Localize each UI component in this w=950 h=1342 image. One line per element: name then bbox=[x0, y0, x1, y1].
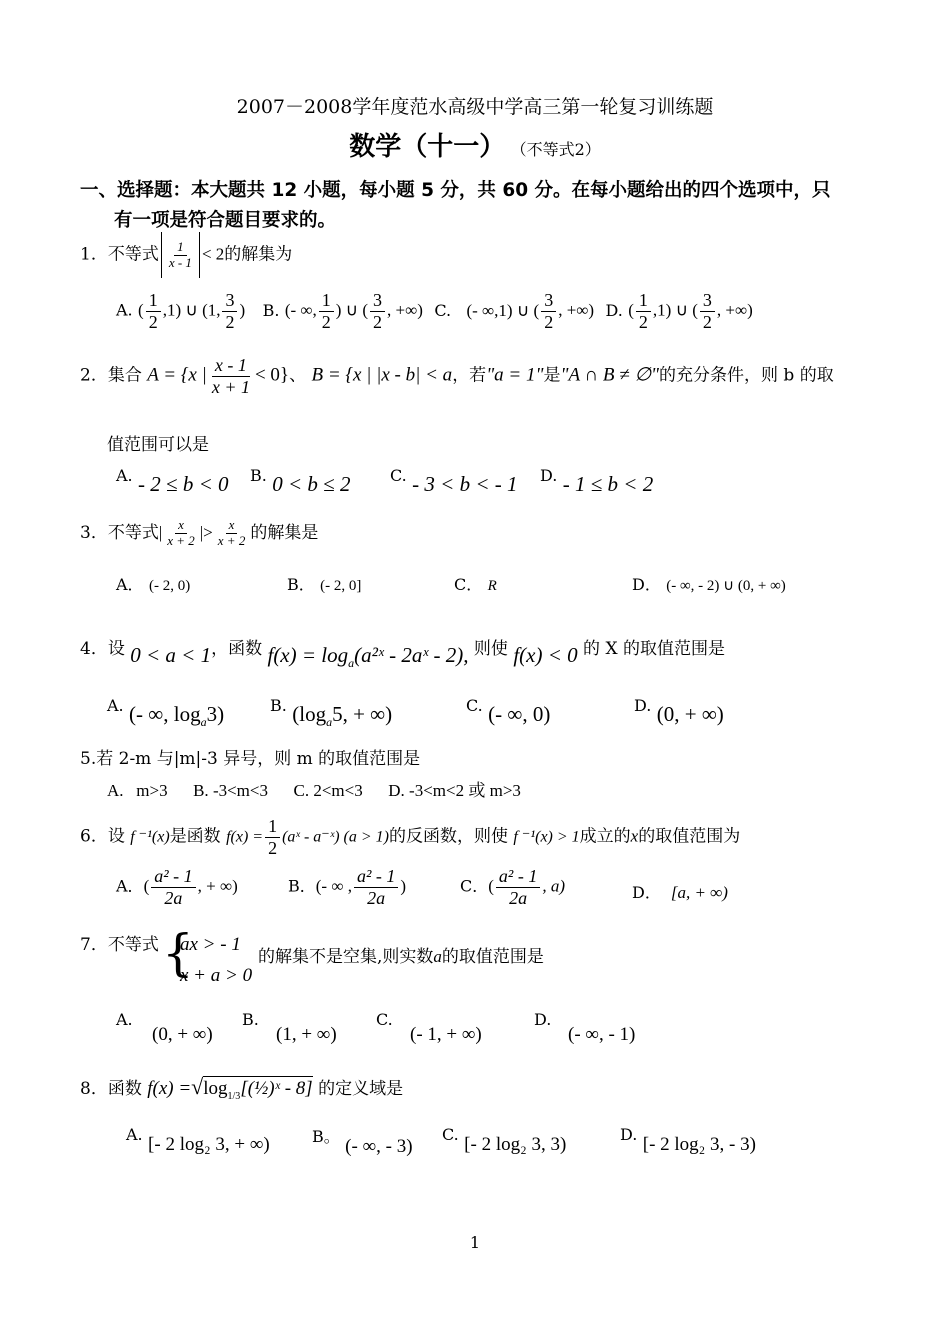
fraction: $\frac{x}{x + 2}$ bbox=[167, 517, 195, 548]
option-label: A. bbox=[116, 466, 133, 485]
option-value: 2<m<3 bbox=[313, 781, 363, 800]
document-subtitle bbox=[0, 126, 950, 163]
option-label: A. bbox=[107, 696, 124, 715]
option-label: D. bbox=[620, 1125, 638, 1144]
option-text: , +∞) bbox=[387, 300, 423, 320]
option-label: D. bbox=[534, 1010, 552, 1029]
question-5: 5.若 2-m 与|m|-3 异号，则 m 的取值范围是 bbox=[80, 749, 421, 769]
question-text: 则使 bbox=[473, 639, 508, 659]
fraction: $\frac{1}{2}$ bbox=[146, 290, 161, 332]
fraction: $\frac{\text{a² - 1}}{2a}$ bbox=[151, 866, 195, 908]
question-7 bbox=[80, 930, 159, 955]
q6-option-a bbox=[116, 866, 238, 908]
fraction: $\frac{x - 1}{x + 1}$ bbox=[211, 355, 250, 397]
option-text: , +∞) bbox=[558, 300, 595, 320]
q4-option-a bbox=[107, 692, 225, 730]
option-value: (- 1, + ∞) bbox=[410, 1024, 482, 1045]
option-label: D． bbox=[632, 575, 661, 594]
option-text: ) bbox=[400, 876, 407, 896]
option-label: B． bbox=[288, 876, 316, 896]
option-text: ( bbox=[628, 300, 634, 320]
option-value: (0, + ∞) bbox=[152, 1024, 213, 1045]
option-text: [a, + ∞) bbox=[670, 883, 728, 902]
condition-1: "a = 1" bbox=[486, 364, 544, 386]
subtitle-note: （不等式2） bbox=[510, 140, 601, 159]
option-label: C. bbox=[466, 696, 483, 715]
log-base: a bbox=[348, 656, 355, 671]
option-label: C． bbox=[460, 876, 489, 896]
abs-bar-right bbox=[199, 232, 200, 278]
system-brace: { bbox=[162, 924, 194, 982]
option-label: B. bbox=[262, 300, 280, 320]
option-label: B． bbox=[287, 575, 315, 594]
question-text: 不等式 bbox=[107, 935, 159, 955]
option-value-end: 5, + ∞) bbox=[332, 702, 393, 726]
fraction: $\frac{x}{x + 2}$ bbox=[217, 517, 246, 548]
fraction: $\frac{\text{a² - 1}}{2a}$ bbox=[496, 866, 540, 908]
option-value-end: 3) bbox=[206, 702, 225, 726]
q7-option-d bbox=[534, 1010, 635, 1052]
option-label: C. bbox=[434, 300, 452, 320]
question-8: 8．函数 $f(x) =√\log_{1/3}[(\frac{1}{2})ˣ - 8]$ 的定义域是 bbox=[80, 1074, 404, 1102]
question-text: ，若 bbox=[452, 365, 487, 386]
question-3: 3．不等式| $\frac{x}{x + 2}$ |> $\frac{x}{x + 2}$ 的解集是 bbox=[80, 517, 319, 548]
system-line-2: x + a > 0 bbox=[180, 965, 253, 986]
q4-option-b bbox=[270, 692, 393, 730]
option-value: [- 2 log₂ 3, + ∞) bbox=[148, 1134, 270, 1155]
fraction: $\frac{3}{2}$ bbox=[541, 290, 556, 332]
page-number: 1 bbox=[469, 1233, 481, 1252]
fraction: $\frac{3}{2}$ bbox=[370, 290, 385, 332]
option-text: ( bbox=[138, 300, 144, 320]
q2-option-b bbox=[250, 462, 351, 496]
radicand-rest: [(½)ˣ - 8] bbox=[240, 1078, 313, 1099]
inequality: < 2 bbox=[201, 244, 225, 264]
set-b: B = {x | |x - b| < a bbox=[311, 364, 453, 386]
log-base: a bbox=[200, 715, 207, 730]
q3-option-a bbox=[116, 572, 190, 595]
q2-option-a bbox=[116, 462, 229, 496]
option-label: D. bbox=[388, 781, 405, 800]
option-label: B. bbox=[250, 466, 267, 485]
option-label: A． bbox=[116, 575, 144, 594]
q6-option-d bbox=[632, 880, 728, 903]
option-text: ( bbox=[143, 876, 150, 896]
function-arg: (a²ˣ - 2aˣ - 2), bbox=[354, 643, 469, 667]
question-text: 设 bbox=[107, 639, 125, 659]
option-text: , + ∞) bbox=[197, 876, 238, 896]
question-number: 4． bbox=[80, 639, 108, 659]
option-value: (- ∞, log bbox=[129, 702, 201, 726]
inverse-function: f ⁻¹(x) bbox=[130, 828, 170, 846]
option-text: , +∞) bbox=[716, 300, 753, 320]
option-value: (- 2, 0) bbox=[148, 578, 191, 594]
q8-option-d bbox=[620, 1124, 756, 1155]
q3-option-c bbox=[454, 572, 497, 595]
inequality: |> bbox=[199, 523, 213, 542]
option-value: (- ∞, 0) bbox=[488, 702, 551, 726]
option-label: A. bbox=[126, 1125, 143, 1144]
option-text: ,1) ∪ ( bbox=[652, 300, 698, 320]
option-value: R bbox=[487, 578, 497, 594]
question-text: 是函数 bbox=[169, 826, 221, 847]
question-text: 不等式 bbox=[107, 523, 159, 543]
question-text: 的取值范围为 bbox=[638, 826, 741, 847]
separator: 、 bbox=[289, 365, 307, 386]
variable: x bbox=[630, 826, 639, 846]
option-value: (- 2, 0] bbox=[320, 578, 362, 594]
option-value: 0 < b ≤ 2 bbox=[272, 472, 351, 496]
question-5-options bbox=[107, 776, 521, 801]
question-2 bbox=[80, 355, 834, 397]
question-6 bbox=[80, 816, 740, 858]
question-text: 是 bbox=[543, 365, 561, 386]
abs-bar-left bbox=[161, 232, 162, 278]
question-number: 3． bbox=[80, 523, 108, 543]
q7-option-a bbox=[116, 1010, 213, 1052]
option-label: C. bbox=[442, 1125, 459, 1144]
section-line-1: 一、选择题：本大题共 12 小题，每小题 5 分，共 60 分。在每小题给出的四个选项中，只 bbox=[80, 180, 831, 201]
option-value: - 3 < b < - 1 bbox=[412, 472, 518, 496]
q7-option-c bbox=[376, 1010, 482, 1052]
question-text: 不等式 bbox=[107, 244, 159, 265]
subtitle-main: 数学（十一） bbox=[349, 132, 506, 162]
option-label: D. bbox=[540, 466, 558, 485]
set-a: A = {x | bbox=[147, 364, 207, 386]
option-label: B。 bbox=[312, 1127, 340, 1146]
question-text: ，函数 bbox=[211, 639, 263, 659]
fraction: $\frac{3}{2}$ bbox=[700, 290, 715, 332]
document-title: 2007－2008学年度范水高级中学高三第一轮复习训练题 bbox=[236, 96, 714, 118]
q8-option-b bbox=[312, 1124, 413, 1157]
fraction: $\frac{1}{2}$ bbox=[265, 816, 280, 858]
question-number: 6． bbox=[80, 826, 108, 847]
option-text: ( bbox=[488, 876, 494, 896]
question-7-text bbox=[258, 942, 544, 967]
q6-option-b bbox=[288, 866, 406, 908]
option-value: -3<m<3 bbox=[212, 781, 268, 800]
question-2-line-2: 值范围可以是 bbox=[107, 435, 209, 455]
option-value: [- 2 log₂ 3, - 3) bbox=[642, 1134, 756, 1155]
log-base: a bbox=[326, 715, 333, 730]
option-label: A. bbox=[116, 1010, 133, 1029]
option-value: (0, + ∞) bbox=[656, 702, 724, 726]
fraction: $\frac{1}{x - 1}$ bbox=[168, 238, 192, 270]
option-value: - 2 ≤ b < 0 bbox=[138, 472, 229, 496]
option-label: B. bbox=[270, 696, 287, 715]
option-value: (1, + ∞) bbox=[276, 1024, 337, 1045]
fraction: $\frac{1}{2}$ bbox=[319, 290, 334, 332]
option-label: C. bbox=[293, 781, 310, 800]
option-value: -3<m<2 或 m>3 bbox=[409, 781, 521, 800]
question-text: 的 X 的取值范围是 bbox=[583, 639, 725, 659]
fraction: $\frac{3}{2}$ bbox=[222, 290, 237, 332]
question-number: 1． bbox=[80, 244, 108, 265]
option-label: D. bbox=[634, 696, 652, 715]
option-label: D． bbox=[632, 883, 661, 902]
condition-2: "A ∩ B ≠ ∅" bbox=[560, 364, 659, 386]
q2-option-d bbox=[540, 462, 654, 496]
option-text: ) bbox=[239, 300, 246, 320]
fraction: $\frac{1}{2}$ bbox=[636, 290, 651, 332]
option-label: A. bbox=[107, 781, 124, 800]
option-text: (- ∞ , bbox=[315, 876, 352, 896]
q3-option-b bbox=[287, 572, 361, 595]
question-text: 设 bbox=[107, 826, 125, 847]
q8-option-c bbox=[442, 1124, 567, 1155]
option-value: [- 2 log₂ 3, 3) bbox=[464, 1134, 567, 1155]
log-base: 1/3 bbox=[227, 1090, 241, 1102]
option-text: (- ∞, bbox=[284, 300, 317, 320]
fraction: $\frac{\text{a² - 1}}{2a}$ bbox=[354, 866, 398, 908]
function: f(x) = bbox=[147, 1078, 192, 1099]
section-heading bbox=[80, 176, 831, 236]
q4-option-c bbox=[466, 692, 551, 726]
condition: f ⁻¹(x) > 1 bbox=[513, 828, 580, 846]
variable: a bbox=[433, 947, 442, 966]
option-label: C． bbox=[454, 575, 483, 594]
function: f(x) = bbox=[226, 828, 264, 846]
option-value: (- ∞, - 1) bbox=[568, 1024, 636, 1045]
option-value: (log bbox=[292, 702, 327, 726]
question-text: 的解集是 bbox=[250, 523, 319, 543]
question-text: 集合 bbox=[107, 365, 142, 386]
question-number: 8． bbox=[80, 1079, 108, 1099]
option-value: - 1 ≤ b < 2 bbox=[562, 472, 654, 496]
question-text: 的取值范围是 bbox=[441, 947, 544, 967]
function-rest: (aˣ - a⁻ˣ) (a > 1) bbox=[282, 828, 390, 846]
q7-option-b bbox=[242, 1010, 337, 1052]
set-a-end: < 0} bbox=[254, 364, 290, 386]
question-text: 的定义域是 bbox=[318, 1079, 404, 1099]
condition: 0 < a < 1 bbox=[130, 643, 212, 667]
radicand: $\log_{1/3}[(\frac{1}{2})ˣ - 8]$ bbox=[203, 1078, 313, 1102]
option-label: C. bbox=[376, 1010, 393, 1029]
question-4 bbox=[80, 634, 725, 671]
system-line-1: ax > - 1 bbox=[180, 934, 241, 955]
question-1 bbox=[80, 232, 292, 278]
q6-option-c bbox=[460, 866, 565, 908]
option-text: (- ∞,1) ∪ ( bbox=[466, 300, 540, 320]
question-text: 的反函数，则使 bbox=[389, 826, 509, 847]
option-value: m>3 bbox=[136, 781, 168, 800]
q2-option-c bbox=[390, 462, 518, 496]
option-label: A． bbox=[116, 876, 144, 896]
question-text: 的解集为 bbox=[224, 244, 293, 265]
option-text: ,1) ∪ (1, bbox=[162, 300, 221, 320]
q8-option-a bbox=[126, 1124, 270, 1155]
function: f(x) = log bbox=[267, 643, 349, 667]
option-text: ) ∪ ( bbox=[335, 300, 369, 320]
q3-option-d bbox=[632, 572, 786, 595]
option-value: (- ∞, - 2) ∪ (0, + ∞) bbox=[666, 578, 786, 594]
option-label: D. bbox=[605, 300, 623, 320]
option-label: A. bbox=[116, 300, 133, 320]
option-label: B. bbox=[193, 781, 209, 800]
option-label: C. bbox=[390, 466, 407, 485]
question-1-options bbox=[116, 290, 753, 332]
condition-2: f(x) < 0 bbox=[513, 643, 578, 667]
option-text: , a) bbox=[542, 876, 565, 896]
section-line-2: 有一项是符合题目要求的。 bbox=[114, 210, 337, 231]
question-number: 2． bbox=[80, 365, 108, 386]
option-label: B. bbox=[242, 1010, 259, 1029]
q4-option-d bbox=[634, 692, 724, 726]
question-text: 的充分条件，则 b 的取 bbox=[659, 365, 834, 386]
question-text: 成立的 bbox=[579, 826, 631, 847]
question-text: 的解集不是空集,则实数 bbox=[258, 947, 434, 967]
option-value: (- ∞, - 3) bbox=[345, 1136, 413, 1157]
question-number: 7． bbox=[80, 935, 108, 955]
question-text: 函数 bbox=[107, 1079, 142, 1099]
